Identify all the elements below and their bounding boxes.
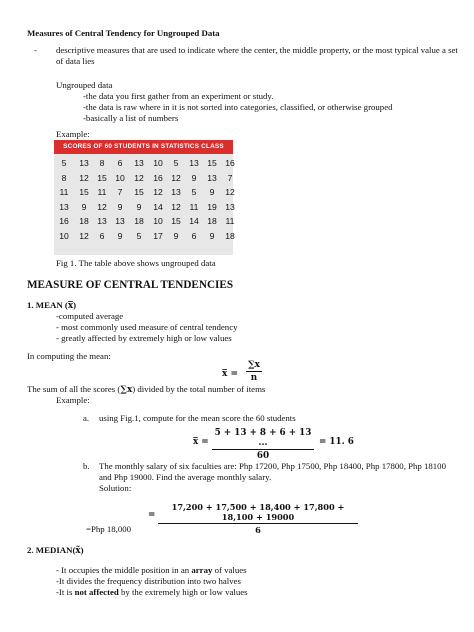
scores-table-cell: 9 [117, 231, 123, 241]
scores-table-cell: 9 [81, 201, 87, 212]
scores-table-cell: 6 [99, 231, 105, 241]
ungrouped-item: -basically a list of numbers [83, 113, 179, 123]
mean-heading: 1. MEAN (x̅) [27, 300, 76, 311]
mean-item: - greatly affected by extremely high or low values [56, 333, 232, 343]
scores-table-row [54, 229, 233, 243]
scores-table-cell: 5 [173, 158, 179, 168]
scores-table-cell: 18 [79, 216, 89, 227]
scores-table-cell: 19 [207, 201, 217, 212]
scores-table-cell: 12 [225, 187, 235, 198]
example-b-numerator: 17,200 + 17,500 + 18,400 + 17,800 + 18,100 + 19000 [171, 502, 345, 522]
scores-table-cell: 9 [173, 231, 179, 241]
scores-table-cell: 15 [207, 158, 217, 168]
scores-table-cell: 13 [207, 172, 217, 183]
scores-table [54, 140, 233, 255]
x-bar-symbol: x̅ [67, 301, 74, 311]
scores-table-cell: 8 [99, 158, 105, 168]
scores-table-cell: 15 [79, 187, 89, 198]
scores-table-cell: 13 [97, 216, 107, 227]
scores-table-cell: 6 [117, 158, 123, 168]
scores-table-cell: 9 [136, 201, 142, 212]
scores-table-cell: 10 [115, 172, 125, 183]
computing-label: In computing the mean: [27, 351, 111, 361]
scores-table-cell: 14 [153, 201, 163, 212]
example-b-line-2: and Php 19000. Find the average monthly salary. [99, 472, 272, 482]
median-item: -It is not affected by the extremely high or low values [56, 587, 248, 597]
scores-table-cell: 11 [189, 201, 199, 212]
scores-table-cell: 12 [134, 172, 144, 183]
scores-table-cell: 5 [191, 187, 197, 198]
scores-table-cell: 9 [191, 172, 197, 183]
mean-formula-lhs: x̅ = [222, 369, 239, 379]
ungrouped-item: -the data is raw where in it is not sorted into categories, classified, or otherwise grouped [83, 102, 393, 112]
mean-formula-numerator: ∑x [248, 360, 260, 370]
example-a-label: a. [83, 413, 90, 423]
scores-table-cell: 14 [189, 216, 199, 227]
scores-table-cell: 13 [115, 216, 125, 227]
scores-table-row [54, 156, 233, 170]
example-b-line-1: The monthly salary of six faculties are: Php 17200, Php 17500, Php 18400, Php 17800, Php 18100 [99, 461, 446, 471]
scores-table-cell: 16 [225, 158, 235, 168]
mean-item: - most commonly used measure of central tendency [56, 322, 238, 332]
scores-table-cell: 13 [225, 201, 235, 212]
scores-table-cell: 16 [59, 216, 69, 227]
scores-table-cell: 12 [153, 187, 163, 198]
scores-table-row [54, 171, 233, 185]
scores-table-cell: 8 [61, 172, 67, 183]
ungrouped-item: -the data you first gather from an experiment or study. [83, 91, 274, 101]
example-b-solution: Solution: [99, 483, 132, 493]
scores-table-cell: 5 [136, 231, 142, 241]
scores-table-cell: 10 [153, 216, 163, 227]
intro-line-1: descriptive measures that are used to indicate where the center, the middle property, or the most typical value a set [56, 45, 458, 55]
scores-table-cell: 12 [97, 201, 107, 212]
scores-table-cell: 15 [134, 187, 144, 198]
scores-table-cell: 18 [134, 216, 144, 227]
x-tilde-symbol: x̃ [75, 546, 81, 556]
scores-table-cell: 16 [153, 172, 163, 183]
scores-table-cell: 6 [191, 231, 197, 241]
scores-table-cell: 9 [209, 231, 215, 241]
scores-table-cell: 11 [225, 216, 235, 227]
scores-table-cell: 9 [209, 187, 215, 198]
ungrouped-heading: Ungrouped data [56, 80, 113, 90]
scores-table-row [54, 200, 233, 214]
example-a-result: = 11. 6 [319, 437, 354, 447]
scores-table-cell: 15 [97, 172, 107, 183]
mean-formula-fraction [246, 360, 262, 383]
scores-table-cell: 13 [59, 201, 69, 212]
figure-caption: Fig 1. The table above shows ungrouped data [56, 258, 216, 268]
scores-table-cell: 7 [227, 172, 233, 183]
scores-table-cell: 11 [59, 187, 69, 198]
example-b-result: =Php 18,000 [86, 524, 132, 534]
scores-table-cell: 18 [207, 216, 217, 227]
scores-table-cell: 13 [134, 158, 144, 168]
mean-example-label: Example: [56, 395, 90, 405]
scores-table-header: SCORES OF 60 STUDENTS IN STATISTICS CLASS [54, 140, 233, 154]
scores-table-cell: 18 [225, 231, 235, 241]
scores-table-row [54, 185, 233, 199]
section-title: MEASURE OF CENTRAL TENDENCIES [27, 279, 234, 291]
mean-item: -computed average [56, 311, 124, 321]
scores-table-cell: 17 [153, 231, 163, 241]
example-b-label: b. [83, 461, 90, 471]
scores-table-cell: 10 [59, 231, 69, 241]
scores-table-cell: 15 [171, 216, 181, 227]
intro-bullet: - [34, 45, 37, 55]
example-a-numerator: 5 + 13 + 8 + 6 + 13 ... [214, 428, 312, 448]
example-b-fraction [158, 502, 358, 535]
sum-sentence: The sum of all the scores (∑x) divided by the total number of items [27, 384, 266, 395]
scores-table-row [54, 214, 233, 228]
median-heading: 2. MEDIAN(x̃) [27, 545, 84, 556]
scores-table-cell: 12 [171, 172, 181, 183]
scores-table-cell: 13 [189, 158, 199, 168]
scores-table-cell: 9 [117, 201, 123, 212]
example-b-denominator: 6 [255, 525, 261, 535]
page-title: Measures of Central Tendency for Ungrouped Data [27, 28, 220, 38]
scores-table-cell: 5 [61, 158, 67, 168]
example-a-text: using Fig.1, compute for the mean score the 60 students [99, 413, 296, 423]
intro-line-2: of data lies [56, 56, 95, 66]
example-label: Example: [56, 129, 90, 139]
scores-table-cell: 13 [79, 158, 89, 168]
scores-table-cell: 13 [171, 187, 181, 198]
median-item: - It occupies the middle position in an array of values [56, 565, 247, 575]
scores-table-cell: 10 [153, 158, 163, 168]
scores-table-cell: 11 [97, 187, 107, 198]
scores-table-cell: 7 [117, 187, 123, 198]
example-a-denominator: 60 [256, 451, 270, 461]
scores-table-cell: 12 [171, 201, 181, 212]
example-b-equals: = [148, 510, 156, 520]
median-item: -It divides the frequency distribution into two halves [56, 576, 241, 586]
scores-table-cell: 12 [79, 172, 89, 183]
example-a-fraction [212, 428, 314, 461]
mean-formula-denominator: n [250, 373, 258, 383]
scores-table-cell: 12 [79, 231, 89, 241]
example-a-lhs: x̅ = [193, 437, 209, 447]
